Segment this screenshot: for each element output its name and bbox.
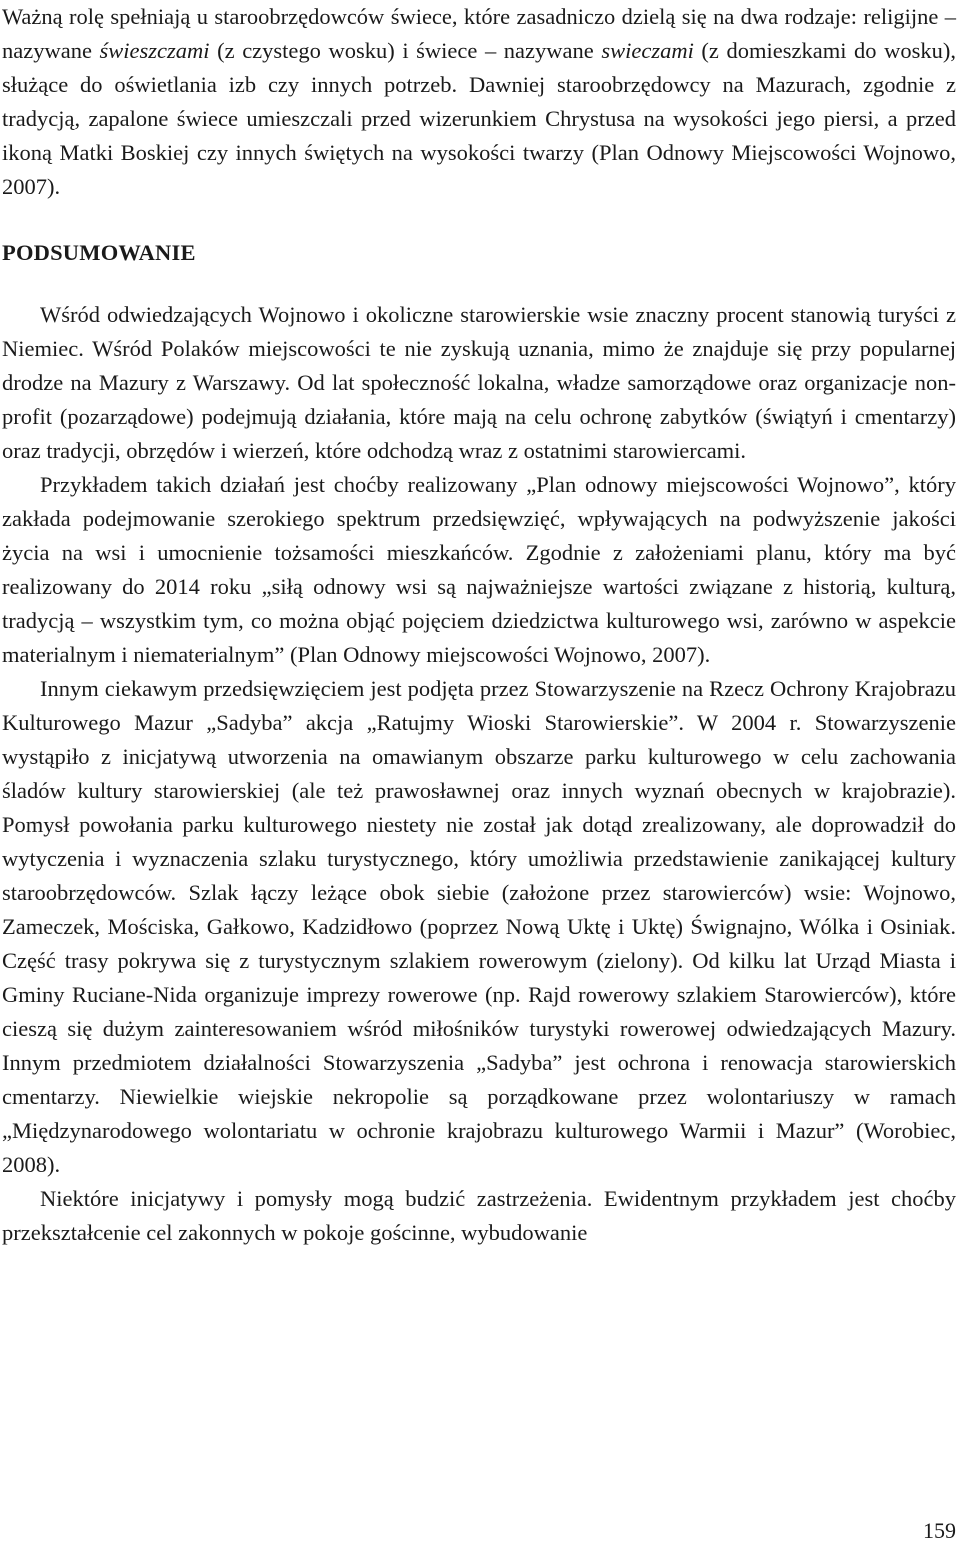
document-page xyxy=(2,0,956,1250)
intro-text-1: Ważną rolę spełniają u staroobrzędowców świece, które zasadniczo dzielą się na dwa rodzaje: religijne – nazywane xyxy=(2,4,956,63)
intro-paragraph xyxy=(2,0,956,204)
body-paragraph-4: Niektóre inicjatywy i pomysły mogą budzić zastrzeżenia. Ewidentnym przykładem jest choćby przekształcenie cel zakonnych w pokoje gościnne, wybudowanie xyxy=(2,1186,956,1245)
intro-text-2: (z czystego wosku) i świece – nazywane xyxy=(209,38,602,63)
body-paragraph-2: Przykładem takich działań jest choćby realizowany „Plan odnowy miejscowości Wojnowo”, który zakłada podejmowanie szerokiego spektrum przedsięwzięć, wpływających na podwyższenie jakości życia na wsi i umocnienie tożsamości mieszkańców. Zgodnie z założeniami planu, który ma być realizowany do 2014 roku „siłą odnowy wsi są najważniejsze wartości związane z historią, kulturą, tradycją – wszystkim tym, co można objąć pojęciem dziedzictwa kulturowego wsi, zarówno w aspekcie materialnym i niematerialnym” (Plan Odnowy miejscowości Wojnowo, 2007). xyxy=(2,472,956,667)
section-heading: PODSUMOWANIE xyxy=(2,240,196,265)
intro-italic-term-1: świeszczami xyxy=(99,38,210,63)
intro-italic-term-2: swieczami xyxy=(601,38,694,63)
page-number: 159 xyxy=(923,1518,956,1543)
body-paragraph-3: Innym ciekawym przedsięwzięciem jest podjęta przez Stowarzyszenie na Rzecz Ochrony Krajobrazu Kulturowego Mazur „Sadyba” akcja „Ratujmy Wioski Starowierskie”. W 2004 r. Stowarzyszenie wystąpiło z inicjatywą utworzenia na omawianym obszarze parku kulturowego w celu zachowania śladów kultury starowierskiej (ale też prawosławnej oraz innych wyznań obecnych w krajobrazie). Pomysł powołania parku kulturowego niestety nie został jak dotąd zrealizowany, ale doprowadził do wytyczenia i wyznaczenia szlaku turystycznego, który umożliwia przedstawienie zanikającej kultury staroobrzędowców. Szlak łączy leżące obok siebie (założone przez starowierców) wsie: Wojnowo, Zameczek, Mościska, Gałkowo, Kadzidłowo (poprzez Nową Uktę i Uktę) Śwignajno, Wólka i Osiniak. Część trasy pokrywa się z turystycznym szlakiem rowerowym (zielony). Od kilku lat Urząd Miasta i Gminy Ruciane-Nida organizuje imprezy rowerowe (np. Rajd rowerowy szlakiem Starowierców), które cieszą się dużym zainteresowaniem wśród miłośników turystyki rowerowej odwiedzających Mazury. Innym przedmiotem działalności Stowarzyszenia „Sadyba” jest ochrona i renowacja starowierskich cmentarzy. Niewielkie wiejskie nekropolie są porządkowane przez wolontariuszy w ramach „Międzynarodowego wolontariatu w ochronie krajobrazu kulturowego Warmii i Mazur” (Worobiec, 2008). xyxy=(2,676,956,1177)
intro-text-3: (z domieszkami do wosku), służące do oświetlania izb czy innych potrzeb. Dawniej staroobrzędowcy na Mazurach, zgodnie z tradycją, zapalone świece umieszczali przed wizerunkiem Chrystusa na wysokości jego piersi, a przed ikoną Matki Boskiej czy innych świętych na wysokości twarzy (Plan Odnowy Miejscowości Wojnowo, 2007). xyxy=(2,38,956,199)
body-paragraph-1: Wśród odwiedzających Wojnowo i okoliczne starowierskie wsie znaczny procent stanowią turyści z Niemiec. Wśród Polaków miejscowości te nie zyskują uznania, mimo że znajduje się przy popularnej drodze na Mazury z Warszawy. Od lat społeczność lokalna, władze samorządowe oraz organizacje non-profit (pozarządowe) podejmują działania, które mają na celu ochronę zabytków (świątyń i cmentarzy) oraz tradycji, obrzędów i wierzeń, które odchodzą wraz z ostatnimi starowiercami. xyxy=(2,302,956,463)
